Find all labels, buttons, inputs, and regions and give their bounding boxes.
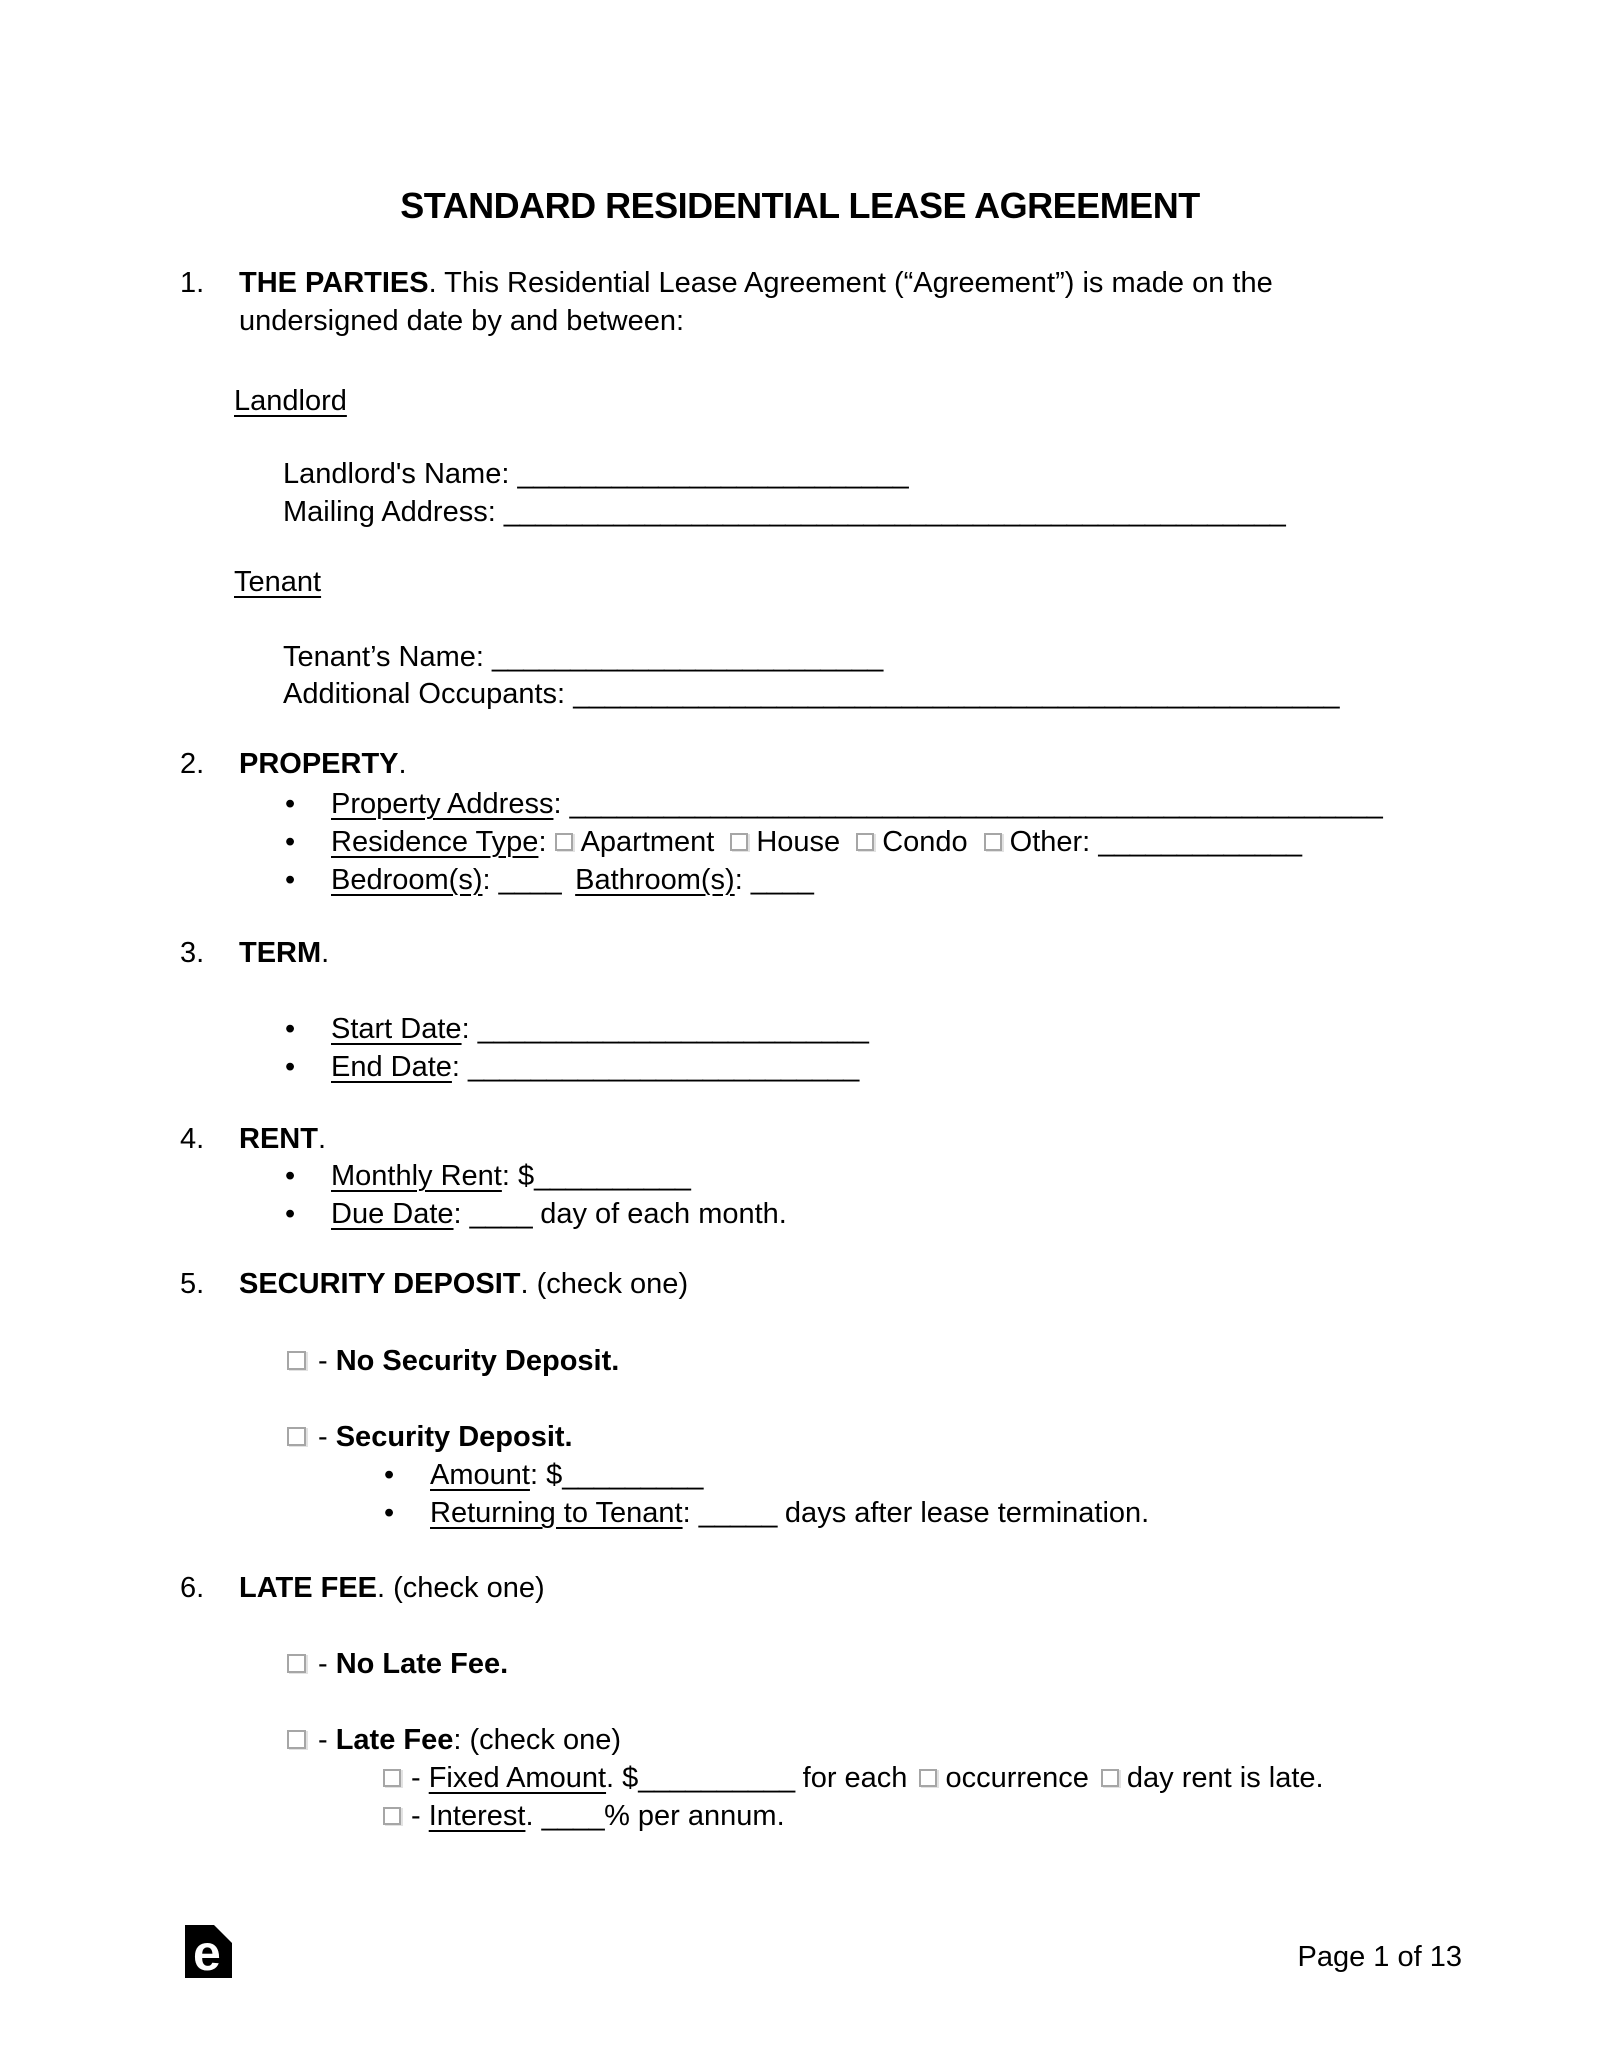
other-residence-blank[interactable]: _____________: [1098, 826, 1302, 858]
section-parties-number: 1.: [180, 267, 205, 299]
tenant-name-label: Tenant’s Name:: [283, 641, 484, 673]
eforms-logo: [185, 1925, 232, 1978]
section-late-fee-number: 6.: [180, 1572, 205, 1604]
document-title: STANDARD RESIDENTIAL LEASE AGREEMENT: [400, 185, 1200, 226]
landlord-name-label: Landlord's Name:: [283, 458, 510, 490]
bullet-icon: [384, 1494, 430, 1532]
interest-dash: -: [411, 1800, 429, 1832]
condo-option-label: Condo: [882, 826, 968, 858]
no-late-fee-dash: -: [318, 1648, 336, 1680]
no-late-fee-checkbox[interactable]: [287, 1654, 306, 1673]
fixed-amount-checkbox[interactable]: [383, 1769, 401, 1787]
end-date-blank[interactable]: _________________________: [468, 1051, 859, 1083]
property-address-line: [285, 785, 1382, 823]
tenant-heading: Tenant: [234, 566, 322, 598]
section-deposit: [180, 1265, 689, 1303]
section-parties: [180, 264, 1359, 340]
additional-occupants-line: [283, 675, 1339, 713]
no-late-fee-label: No Late Fee.: [335, 1648, 509, 1680]
interest-checkbox[interactable]: [383, 1807, 401, 1825]
bathrooms-colon: :: [734, 864, 751, 896]
section-late-fee: [180, 1569, 545, 1607]
bathrooms-label: Bathroom(s): [575, 864, 735, 896]
condo-checkbox[interactable]: [856, 833, 874, 851]
due-date-label: Due Date: [331, 1198, 454, 1230]
occurrence-checkbox[interactable]: [919, 1769, 937, 1787]
residence-type-line: [285, 823, 1301, 861]
tenant-name-blank[interactable]: _________________________: [492, 641, 883, 673]
bullet-icon: [285, 1048, 331, 1086]
residence-type-colon: :: [538, 826, 555, 858]
returning-label: Returning to Tenant: [430, 1497, 683, 1529]
fixed-amount-dash: -: [411, 1762, 429, 1794]
section-parties-heading: THE PARTIES: [239, 267, 429, 299]
start-date-label: Start Date: [331, 1013, 462, 1045]
no-security-deposit-dash: -: [318, 1345, 336, 1377]
section-rent: [180, 1120, 327, 1158]
monthly-rent-label: Monthly Rent: [331, 1160, 502, 1192]
interest-label: Interest: [428, 1800, 526, 1832]
landlord-heading: Landlord: [234, 385, 347, 417]
page-number: Page 1 of 13: [1297, 1941, 1462, 1973]
landlord-name-blank[interactable]: _________________________: [517, 458, 909, 490]
day-rent-late-label: day rent is late.: [1126, 1762, 1324, 1794]
interest-line: [383, 1797, 785, 1835]
security-deposit-line: [287, 1418, 573, 1456]
section-term: [180, 934, 330, 972]
section-deposit-number: 5.: [180, 1268, 205, 1300]
section-term-after: .: [321, 937, 330, 969]
end-date-label: End Date: [331, 1051, 452, 1083]
interest-blank[interactable]: ____: [541, 1800, 605, 1832]
bedrooms-colon: :: [482, 864, 499, 896]
mailing-address-line: [283, 493, 1285, 531]
late-fee-line: [287, 1721, 621, 1759]
due-date-suffix: day of each month.: [532, 1198, 787, 1230]
bullet-icon: [285, 861, 331, 899]
returning-suffix: days after lease termination.: [776, 1497, 1150, 1529]
monthly-rent-line: [285, 1157, 690, 1195]
deposit-amount-line: [384, 1456, 703, 1494]
no-security-deposit-line: [287, 1342, 619, 1380]
section-term-heading: TERM: [239, 937, 322, 969]
bullet-icon: [384, 1456, 430, 1494]
section-rent-after: .: [317, 1123, 327, 1155]
section-property-heading: PROPERTY: [239, 748, 399, 780]
other-checkbox[interactable]: [984, 833, 1002, 851]
bullet-icon: [285, 785, 331, 823]
property-address-label: Property Address: [331, 788, 554, 820]
additional-occupants-blank[interactable]: _________________________________________________: [573, 678, 1339, 710]
late-fee-label: Late Fee: [335, 1724, 454, 1756]
start-date-colon: :: [461, 1013, 478, 1045]
apartment-option-label: Apartment: [580, 826, 715, 858]
late-fee-checkbox[interactable]: [287, 1730, 306, 1749]
monthly-rent-blank[interactable]: __________: [534, 1160, 691, 1192]
section-deposit-after: . (check one): [520, 1268, 689, 1300]
end-date-line: [285, 1048, 859, 1086]
house-checkbox[interactable]: [730, 833, 748, 851]
section-rent-heading: RENT: [239, 1123, 318, 1155]
interest-sep: .: [525, 1800, 542, 1832]
other-option-label: Other:: [1009, 826, 1099, 858]
bedrooms-label: Bedroom(s): [331, 864, 483, 896]
no-security-deposit-label: No Security Deposit.: [335, 1345, 620, 1377]
apartment-checkbox[interactable]: [555, 833, 573, 851]
house-option-label: House: [756, 826, 841, 858]
landlord-name-line: [283, 455, 908, 493]
deposit-amount-colon: : $: [529, 1459, 563, 1491]
section-rent-number: 4.: [180, 1123, 205, 1155]
bullet-icon: [285, 1010, 331, 1048]
day-rent-late-checkbox[interactable]: [1101, 1769, 1119, 1787]
property-address-colon: :: [553, 788, 570, 820]
mailing-address-label: Mailing Address:: [283, 496, 496, 528]
start-date-blank[interactable]: _________________________: [477, 1013, 869, 1045]
section-late-fee-after: . (check one): [377, 1572, 545, 1604]
eforms-logo-letter: e: [193, 1925, 221, 1978]
late-fee-after: : (check one): [453, 1724, 622, 1756]
section-late-fee-heading: LATE FEE: [239, 1572, 378, 1604]
bathrooms-blank[interactable]: ____: [750, 864, 814, 896]
mailing-address-blank[interactable]: __________________________________________________: [503, 496, 1286, 528]
fixed-amount-blank[interactable]: __________: [638, 1762, 795, 1794]
section-property-after: .: [398, 748, 407, 780]
fixed-amount-line: [383, 1759, 1324, 1797]
bullet-icon: [285, 1157, 331, 1195]
due-date-line: [285, 1195, 787, 1233]
fixed-amount-label: Fixed Amount: [428, 1762, 607, 1794]
no-late-fee-line: [287, 1645, 508, 1683]
bullet-icon: [285, 823, 331, 861]
returning-blank[interactable]: _____: [698, 1497, 777, 1529]
returning-line: [384, 1494, 1149, 1532]
bedrooms-blank[interactable]: ____: [498, 864, 562, 896]
residence-type-label: Residence Type: [331, 826, 539, 858]
bullet-icon: [285, 1195, 331, 1233]
occurrence-label: occurrence: [945, 1762, 1089, 1794]
security-deposit-checkbox[interactable]: [287, 1427, 306, 1446]
section-property: [180, 745, 407, 783]
security-deposit-dash: -: [318, 1421, 336, 1453]
deposit-amount-blank[interactable]: _________: [562, 1459, 703, 1491]
start-date-line: [285, 1010, 868, 1048]
rooms-line: [285, 861, 813, 899]
tenant-name-line: [283, 638, 883, 676]
monthly-rent-colon: : $: [501, 1160, 535, 1192]
section-term-number: 3.: [180, 937, 205, 969]
fixed-amount-mid: for each: [794, 1762, 908, 1794]
additional-occupants-label: Additional Occupants:: [283, 678, 566, 710]
late-fee-dash: -: [318, 1724, 336, 1756]
interest-suffix: % per annum.: [604, 1800, 785, 1832]
due-date-colon: :: [453, 1198, 470, 1230]
security-deposit-label: Security Deposit.: [335, 1421, 573, 1453]
returning-colon: :: [682, 1497, 699, 1529]
section-property-number: 2.: [180, 748, 205, 780]
deposit-amount-label: Amount: [430, 1459, 530, 1491]
due-date-blank[interactable]: ____: [469, 1198, 533, 1230]
fixed-amount-sep: . $: [606, 1762, 639, 1794]
property-address-blank[interactable]: ____________________________________________________: [569, 788, 1383, 820]
section-parties-intro: . This Residential Lease Agreement (“Agreement”) is made on the undersigned date by and between:: [239, 267, 1273, 337]
eforms-logo-page-icon: [185, 1925, 232, 1978]
end-date-colon: :: [451, 1051, 469, 1083]
section-deposit-heading: SECURITY DEPOSIT: [239, 1268, 521, 1300]
no-security-deposit-checkbox[interactable]: [287, 1351, 306, 1370]
